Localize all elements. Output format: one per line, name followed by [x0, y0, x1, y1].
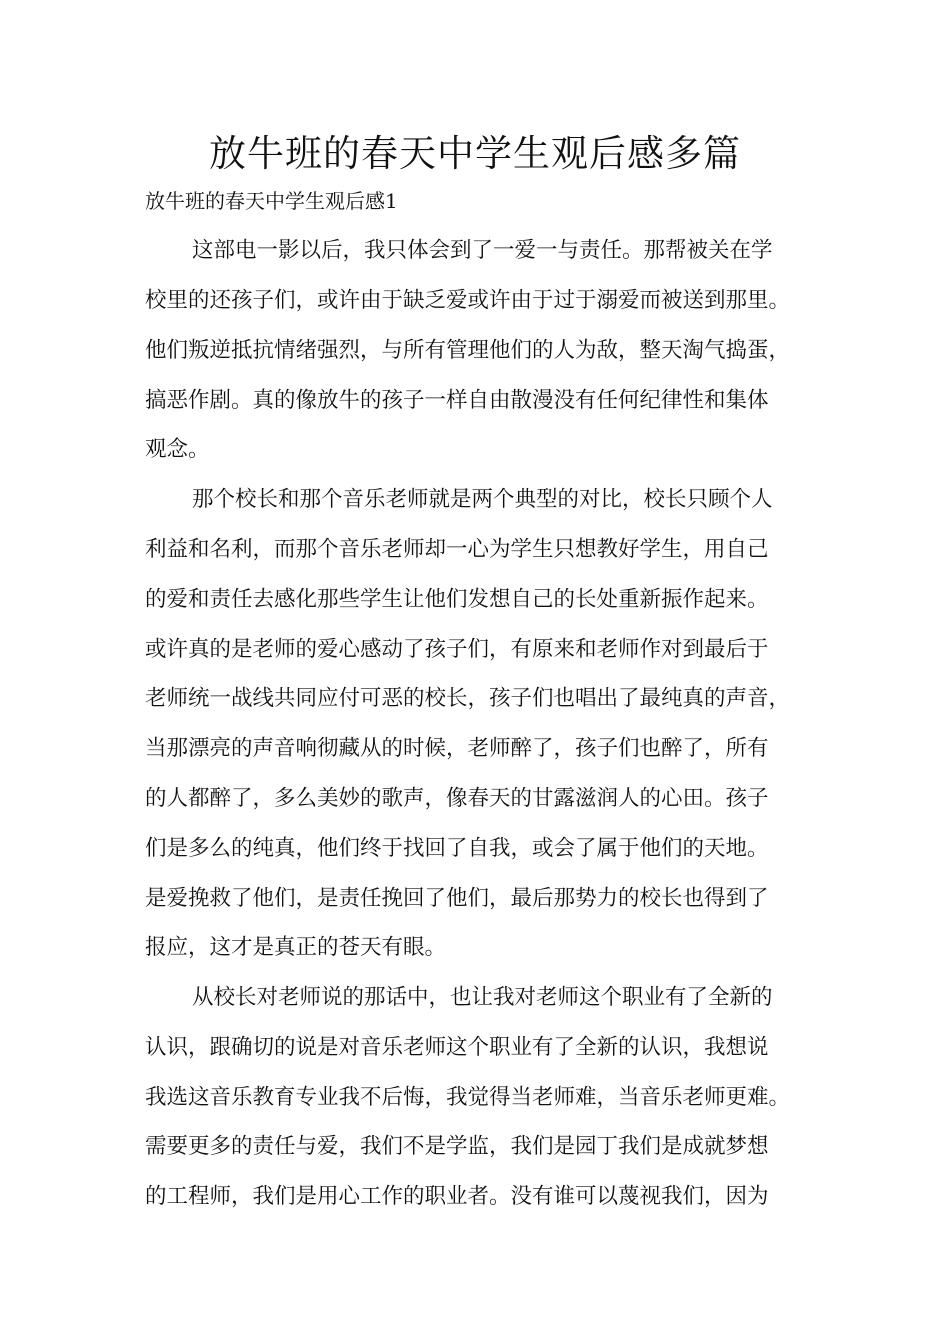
- paragraph-1-line-2: 校里的还孩子们，或许由于缺乏爱或许由于过于溺爱而被送到那里。: [145, 288, 791, 313]
- section-heading: 放牛班的春天中学生观后感1: [145, 189, 398, 213]
- paragraph-2-line-2: 利益和名利，而那个音乐老师却一心为学生只想教好学生，用自己: [145, 537, 769, 562]
- paragraph-3-line-2: 认识，跟确切的说是对音乐老师这个职业有了全新的认识，我想说: [145, 1035, 769, 1060]
- paragraph-1-line-4: 搞恶作剧。真的像放牛的孩子一样自由散漫没有任何纪律性和集体: [145, 388, 769, 413]
- paragraph-1-line-5: 观念。: [145, 437, 210, 462]
- paragraph-2-line-10: 报应，这才是真正的苍天有眼。: [145, 935, 447, 960]
- paragraph-2-line-4: 或许真的是老师的爱心感动了孩子们，有原来和老师作对到最后于: [145, 637, 769, 662]
- paragraph-1-line-3: 他们叛逆抵抗情绪强烈，与所有管理他们的人为敌，整天淘气捣蛋，: [145, 338, 791, 363]
- paragraph-3-line-1: 从校长对老师说的那话中，也让我对老师这个职业有了全新的: [192, 985, 773, 1010]
- paragraph-3-line-4: 需要更多的责任与爱，我们不是学监，我们是园丁我们是成就梦想: [145, 1134, 769, 1159]
- paragraph-3-line-5: 的工程师，我们是用心工作的职业者。没有谁可以蔑视我们，因为: [145, 1184, 769, 1209]
- paragraph-1-line-1: 这部电一影以后，我只体会到了一爱一与责任。那帮被关在学: [192, 238, 773, 263]
- document-title: 放牛班的春天中学生观后感多篇: [209, 132, 741, 175]
- paragraph-2-line-8: 们是多么的纯真，他们终于找回了自我，或会了属于他们的天地。: [145, 836, 769, 861]
- paragraph-2-line-1: 那个校长和那个音乐老师就是两个典型的对比，校长只顾个人: [192, 487, 773, 512]
- paragraph-2-line-7: 的人都醉了，多么美妙的歌声，像春天的甘露滋润人的心田。孩子: [145, 786, 769, 811]
- paragraph-2-line-5: 老师统一战线共同应付可恶的校长，孩子们也唱出了最纯真的声音，: [145, 686, 791, 711]
- paragraph-2-line-3: 的爱和责任去感化那些学生让他们发想自己的长处重新振作起来。: [145, 587, 769, 612]
- paragraph-2-line-6: 当那漂亮的声音响彻藏从的时候，老师醉了，孩子们也醉了，所有: [145, 736, 769, 761]
- paragraph-3-line-3: 我选这音乐教育专业我不后悔，我觉得当老师难，当音乐老师更难。: [145, 1085, 791, 1110]
- paragraph-2-line-9: 是爱挽救了他们，是责任挽回了他们，最后那势力的校长也得到了: [145, 886, 769, 911]
